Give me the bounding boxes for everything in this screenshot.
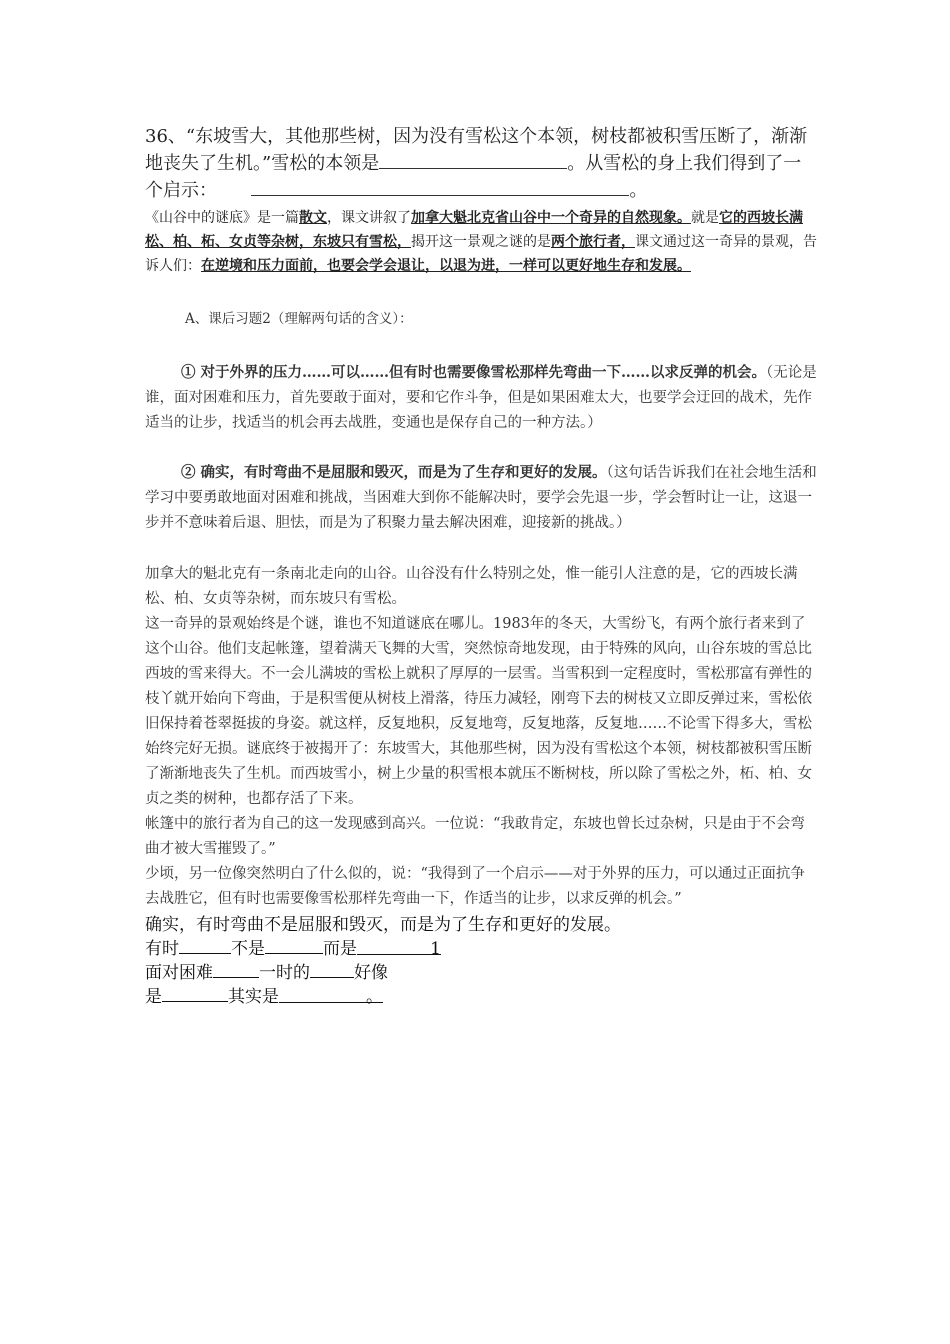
fill-line-1: 有时 不是 而是 1 [145,939,441,959]
q36-text: 36、“东坡雪大，其他那些树，因为没有雪松这个本领，树枝都被积雪压断了，渐渐地丧失了生机。”雪松的本领是 [145,126,808,174]
blank-1a[interactable] [179,937,231,954]
blank-1b[interactable] [265,937,323,954]
blank-2b[interactable] [310,961,354,978]
passage-para-2: 这一奇异的景观始终是个谜，谁也不知道谜底在哪儿。1983年的冬天，大雪纷飞，有两个旅行者来到了这个山谷。他们支起帐篷，望着满天飞舞的大雪，突然惊奇地发现，由于特殊的风向，山谷东坡的雪总比西坡的雪来得大。不一会儿满坡的雪松上就积了厚厚的一层雪。当雪积到一定程度时，雪松那富有弹性的枝丫就开始向下弯曲，于是积雪便从树枝上滑落，待压力减轻，刚弯下去的树枝又立即反弹过来，雪松依旧保持着苍翠挺拔的身姿。就这样，反复地积，反复地弯，反复地落，反复地……不论雪下得多大，雪松始终完好无损。谜底终于被揭开了：东坡雪大，其他那些树，因为没有雪松这个本领，树枝都被积雪压断了渐渐地丧失了生机。而西坡雪小，树上少量的积雪根本就压不断树枝，所以除了雪松之外，柘、柏、女贞之类的树种，也都存活了下来。 [145,616,812,807]
blank-2a[interactable] [213,961,259,978]
q36-text-3: 。 [629,180,648,201]
key-slopes: 它的西坡长满松、柏、柘、女贞等杂树，东坡只有雪松， [145,210,803,250]
key-genre: 散文 [299,210,327,226]
fill-line-2: 面对困难 一时的 好像 [145,963,388,983]
blank-1c[interactable]: 1 [357,938,441,955]
exercise-item-1: ① 对于外界的压力……可以……但有时也需要像雪松那样先弯曲一下……以求反弹的机会。（无论是谁，面对困难和压力，首先要敢于面对，要和它作斗争，但是如果困难太大，也要学会迂回的战术，先作适当的让步，找适当的机会再去战胜，变通也是保存自己的一种方法。） [145,364,817,431]
q36-text-2: 。从雪松的身上我们得到了一个启示： [145,153,802,201]
passage-para-1: 加拿大的魁北克有一条南北走向的山谷。山谷没有什么特别之处，惟一能引人注意的是，它的西坡长满松、柏、女贞等杂树，而东坡只有雪松。 [145,566,798,607]
question-36 [145,124,817,204]
passage-para-4: 少顷，另一位像突然明白了什么似的，说：“我得到了一个启示——对于外界的压力，可以通过正面抗争去战胜它，但有时也需要像雪松那样先弯曲一下，作适当的让步，以求反弹的机会。” [145,866,805,907]
blank-3b[interactable]: 。 [279,986,383,1003]
key-phenomenon: 加拿大魁北克省山谷中一个奇异的自然现象。 [411,210,691,226]
lesson-summary: 《山谷中的谜底》是一篇散文，课文讲叙了加拿大魁北克省山谷中一个奇异的自然现象。就是它的西坡长满松、柏、柘、女贞等杂树，东坡只有雪松，揭开这一景观之谜的是两个旅行者，课文通过这一奇异的景观，告诉人们：在逆境和压力面前，也要会学会退让，以退为进，一样可以更好地生存和发展。 [145,210,817,274]
blank-3a[interactable] [162,985,228,1002]
final-sentence: 确实，有时弯曲不是屈服和毁灭，而是为了生存和更好的发展。 [145,915,621,935]
blank-ability[interactable] [379,150,567,169]
exercise-title: A、课后习题2（理解两句话的含义）： [185,311,413,327]
exercise-item-2: ② 确实，有时弯曲不是屈服和毁灭，而是为了生存和更好的发展。（这句话告诉我们在社会地生活和学习中要勇敢地面对困难和挑战，当困难大到你不能解决时，要学会先退一步，学会暂时让一让，这退一步并不意味着后退、胆怯，而是为了积聚力量去解决困难，迎接新的挑战。） [145,464,817,531]
key-lesson: 在逆境和压力面前，也要会学会退让，以退为进，一样可以更好地生存和发展。 [201,258,691,274]
blank-inspiration[interactable] [251,177,629,196]
passage-para-3: 帐篷中的旅行者为自己的这一发现感到高兴。一位说：“我敢肯定，东坡也曾长过杂树，只是由于不会弯曲才被大雪摧毁了。” [145,816,805,857]
fill-line-3: 是 其实是 。 [145,987,383,1007]
key-travelers: 两个旅行者， [551,234,635,250]
document-page [145,124,817,1009]
